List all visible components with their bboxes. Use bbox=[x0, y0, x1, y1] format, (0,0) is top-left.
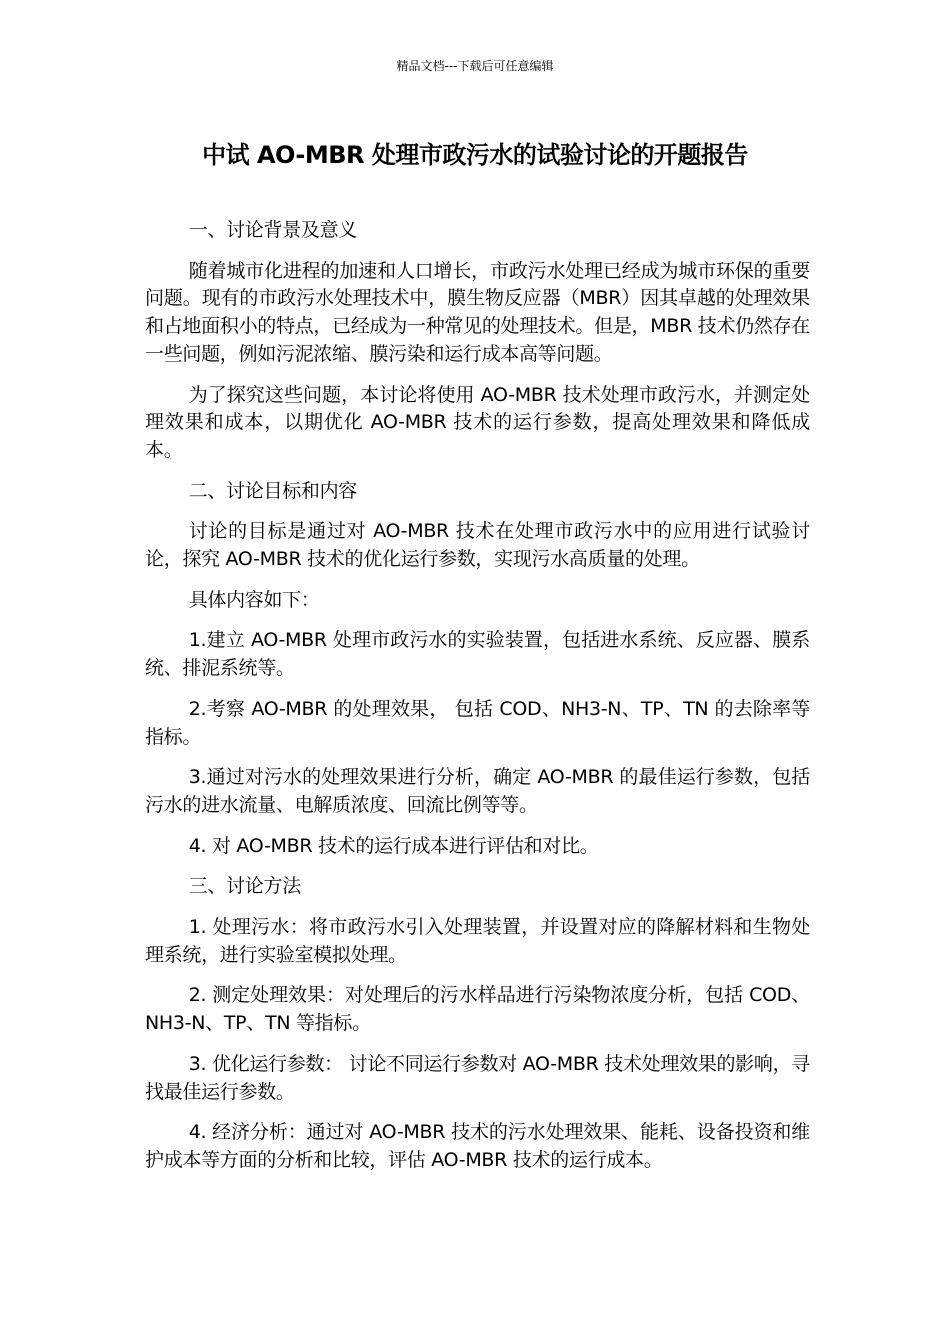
list-item: 4. 对 AO-MBR 技术的运行成本进行评估和对比。 bbox=[188, 834, 599, 857]
paragraph: 具体内容如下： bbox=[188, 588, 320, 611]
list-item: 3.通过对污水的处理效果进行分析，确定 AO-MBR 的最佳运行参数，包括污水的进水流量、电解质浓度、回流比例等等。 bbox=[145, 766, 810, 816]
section-heading: 三、讨论方法 bbox=[188, 875, 301, 898]
paragraph: 随着城市化进程的加速和人口增长，市政污水处理已经成为城市环保的重要问题。现有的市政污水处理技术中，膜生物反应器（MBR）因其卓越的处理效果和占地面积小的特点，已经成为一种常见的处理技术。但是，MBR 技术仍然存在一些问题，例如污泥浓缩、膜污染和运行成本高等问题。 bbox=[145, 259, 810, 365]
list-item: 1. 处理污水：将市政污水引入处理装置，并设置对应的降解材料和生物处理系统，进行实验室模拟处理。 bbox=[145, 916, 810, 966]
header-note: 精品文档---下载后可任意编辑 bbox=[396, 59, 554, 73]
paragraph: 为了探究这些问题，本讨论将使用 AO-MBR 技术处理市政污水，并测定处理效果和成本，以期优化 AO-MBR 技术的运行参数，提高处理效果和降低成本。 bbox=[145, 383, 810, 461]
section-heading: 二、讨论目标和内容 bbox=[188, 479, 357, 502]
document-title: 中试 AO-MBR 处理市政污水的试验讨论的开题报告 bbox=[202, 141, 748, 169]
section-heading: 一、讨论背景及意义 bbox=[188, 219, 357, 241]
list-item: 3. 优化运行参数： 讨论不同运行参数对 AO-MBR 技术处理效果的影响，寻找最佳运行参数。 bbox=[145, 1052, 810, 1103]
list-item: 2. 测定处理效果：对处理后的污水样品进行污染物浓度分析，包括 COD、NH3-N、TP、TN 等指标。 bbox=[145, 984, 810, 1035]
list-item: 2.考察 AO-MBR 的处理效果， 包括 COD、NH3-N、TP、TN 的去除率等指标。 bbox=[145, 697, 810, 748]
list-item: 4. 经济分析：通过对 AO-MBR 技术的污水处理效果、能耗、设备投资和维护成本等方面的分析和比较，评估 AO-MBR 技术的运行成本。 bbox=[145, 1121, 810, 1171]
document-body bbox=[145, 217, 810, 1188]
paragraph: 讨论的目标是通过对 AO-MBR 技术在处理市政污水中的应用进行试验讨论，探究 AO-MBR 技术的优化运行参数，实现污水高质量的处理。 bbox=[145, 520, 810, 571]
list-item: 1.建立 AO-MBR 处理市政污水的实验装置，包括进水系统、反应器、膜系统、排泥系统等。 bbox=[145, 629, 810, 680]
